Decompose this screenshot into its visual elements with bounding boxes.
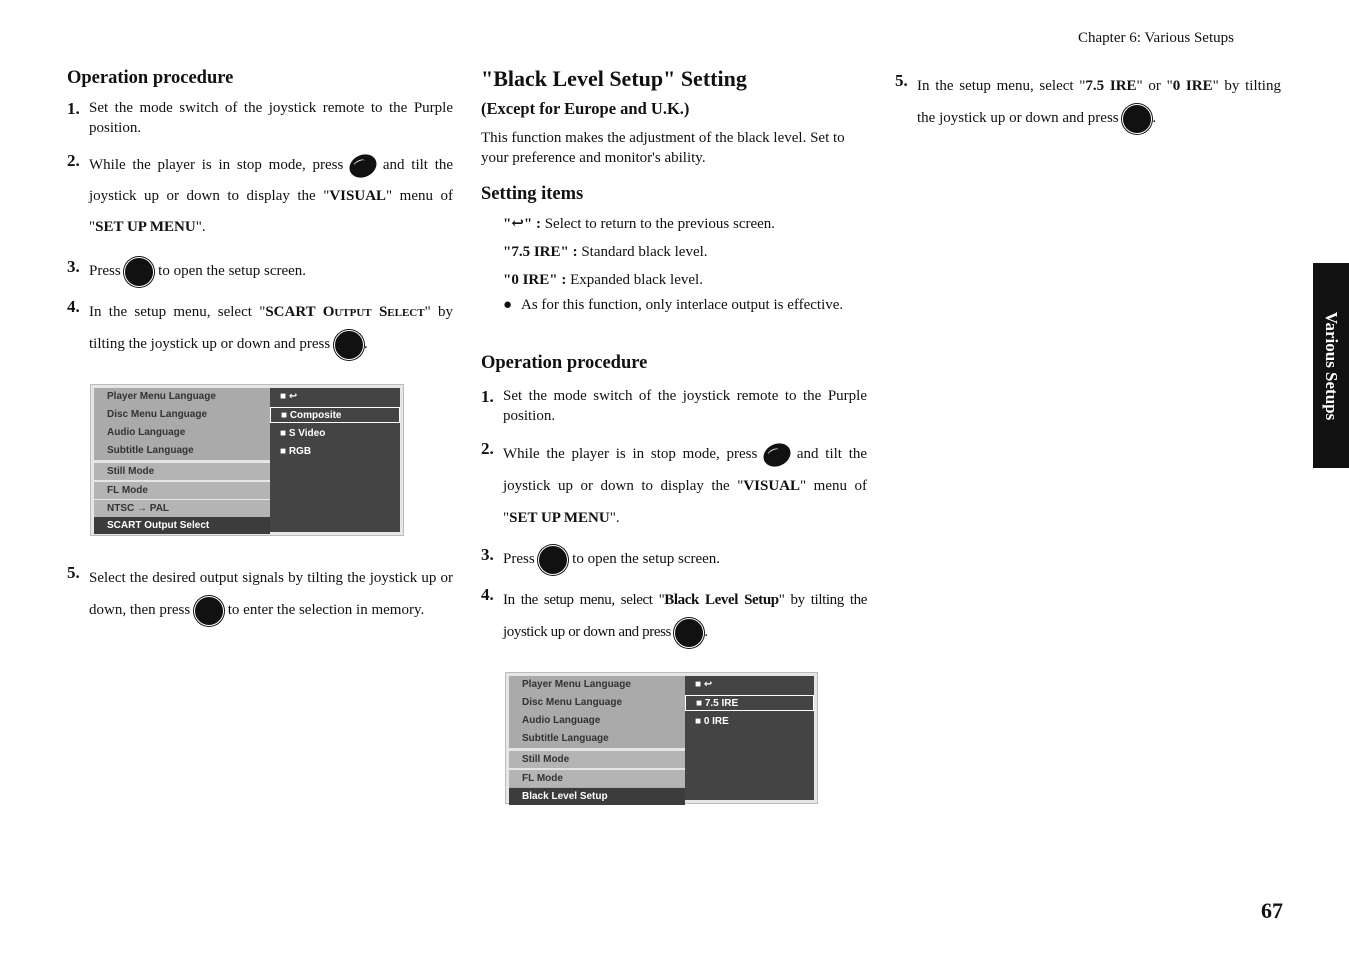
step-text-part: Press bbox=[503, 551, 535, 567]
menu-left-panel bbox=[509, 676, 685, 800]
step-text: Set the mode switch of the joystick remote to the Purple position. bbox=[503, 388, 867, 425]
menu-left-panel bbox=[94, 388, 270, 532]
step-text-part: and tilt the joystick up or down to display the " bbox=[89, 157, 454, 204]
step-text-part: . bbox=[363, 336, 368, 352]
enter-button-icon bbox=[194, 596, 224, 626]
step-text bbox=[503, 438, 867, 534]
menu-item: FL Mode bbox=[94, 482, 270, 499]
setting-item-text: Select to return to the previous screen. bbox=[540, 216, 776, 233]
setting-item-label: "↩" : bbox=[503, 216, 541, 233]
menu-item: Subtitle Language bbox=[107, 445, 194, 456]
step-number: 5. bbox=[67, 563, 80, 582]
step-number: 3. bbox=[67, 257, 80, 276]
step-text-part: In the setup menu, select " bbox=[503, 592, 665, 608]
black-level-menu-screenshot bbox=[505, 672, 818, 804]
step-number: 5. bbox=[895, 71, 908, 90]
step-text bbox=[89, 256, 453, 287]
step-text-part: to open the setup screen. bbox=[572, 551, 721, 567]
black-level-setup-label: Black Level Setup bbox=[664, 592, 779, 608]
step-text: Set the mode switch of the joystick remote to the Purple position. bbox=[89, 100, 453, 137]
scart-output-menu-screenshot bbox=[90, 384, 404, 536]
setting-item-label: "0 IRE" : bbox=[503, 272, 567, 289]
step-text-part: In the setup menu, select " bbox=[917, 78, 1086, 94]
section-heading: Setting items bbox=[481, 184, 584, 205]
step-text bbox=[503, 544, 867, 575]
step-number: 3. bbox=[481, 545, 494, 564]
step-text bbox=[89, 150, 453, 243]
menu-item: Audio Language bbox=[107, 427, 186, 438]
enter-button-icon bbox=[124, 257, 154, 287]
menu-option: ■ ↩ bbox=[695, 679, 713, 690]
section-heading: Operation procedure bbox=[67, 68, 234, 88]
menu-item: Player Menu Language bbox=[107, 391, 216, 402]
page-title: "Black Level Setup" Setting bbox=[481, 66, 747, 91]
section-heading: Operation procedure bbox=[481, 353, 648, 374]
menu-item: FL Mode bbox=[509, 770, 685, 787]
step-text-part: . bbox=[704, 624, 708, 640]
step-text-part: to open the setup screen. bbox=[158, 263, 307, 279]
menu-item: Subtitle Language bbox=[522, 733, 609, 744]
menu-option: ■ S Video bbox=[280, 428, 326, 439]
setting-item-text: Standard black level. bbox=[577, 244, 708, 261]
step-text-part: " by tilting the joystick up or down and press bbox=[89, 304, 454, 352]
setting-item-text: Expanded black level. bbox=[566, 272, 703, 289]
menu-right-panel bbox=[685, 676, 814, 800]
enter-button-icon bbox=[334, 330, 364, 360]
setting-item-label: "7.5 IRE" : bbox=[503, 244, 578, 261]
setup-menu-label: SET UP MENU bbox=[509, 510, 610, 526]
enter-button-icon bbox=[1122, 104, 1152, 134]
intro-text: This function makes the adjustment of the black level. Set to your preference and monitor's ability. bbox=[481, 129, 845, 167]
scart-output-select-label: SCART Output Select bbox=[265, 304, 425, 320]
step-number: 4. bbox=[67, 297, 80, 316]
menu-option: ■ 0 IRE bbox=[695, 716, 729, 727]
step-number: 1. bbox=[481, 387, 494, 406]
step-text-part: While the player is in stop mode, press bbox=[503, 446, 758, 462]
ire-75-label: 7.5 IRE bbox=[1085, 78, 1137, 94]
step-text-part: ". bbox=[609, 510, 620, 526]
step-text-part: " or " bbox=[1136, 78, 1173, 94]
menu-item: NTSC → PAL bbox=[94, 500, 270, 517]
step-text-part: " menu of " bbox=[503, 478, 867, 526]
menu-option-highlighted: ■ 7.5 IRE bbox=[685, 695, 814, 711]
step-text-part: " by tilting the joystick up or down and press bbox=[503, 592, 867, 640]
chapter-header: Chapter 6: Various Setups bbox=[1078, 30, 1234, 46]
note bbox=[503, 295, 867, 339]
menu-item: Disc Menu Language bbox=[522, 697, 623, 708]
step-text-part: Press bbox=[89, 263, 121, 279]
step-number: 4. bbox=[481, 585, 494, 604]
step-number: 1. bbox=[67, 99, 80, 118]
menu-item: Player Menu Language bbox=[522, 679, 631, 690]
step-text bbox=[917, 70, 1281, 134]
step-text bbox=[89, 296, 453, 360]
visual-label: VISUAL bbox=[743, 478, 801, 494]
enter-button-icon bbox=[674, 618, 704, 648]
step-text-part: . bbox=[1152, 110, 1157, 126]
note-text: As for this function, only interlace output is effective. bbox=[521, 297, 844, 314]
step-text-part: " by tilting the joystick up or down and press bbox=[917, 78, 1281, 126]
step-text-part: ". bbox=[195, 219, 206, 235]
menu-item-selected: SCART Output Select bbox=[94, 517, 270, 534]
menu-option-highlighted: ■ Composite bbox=[270, 407, 400, 423]
page-number: 67 bbox=[1261, 898, 1283, 923]
step-text bbox=[503, 584, 867, 648]
menu-button-icon bbox=[347, 151, 379, 180]
menu-item-selected: Black Level Setup bbox=[509, 788, 685, 805]
setting-items bbox=[503, 210, 867, 294]
menu-option: ■ RGB bbox=[280, 446, 312, 457]
bullet-icon: ● bbox=[503, 297, 513, 314]
menu-right-panel bbox=[270, 388, 400, 532]
setup-menu-label: SET UP MENU bbox=[95, 219, 196, 235]
menu-item: Disc Menu Language bbox=[107, 409, 208, 420]
setting-item bbox=[503, 238, 867, 266]
side-chapter-tab-label: Various Setups bbox=[1322, 311, 1341, 420]
menu-item: Audio Language bbox=[522, 715, 601, 726]
step-number: 2. bbox=[481, 439, 494, 458]
step-text-part: " menu of " bbox=[89, 188, 453, 235]
step-text-part: While the player is in stop mode, press bbox=[89, 157, 344, 173]
visual-label: VISUAL bbox=[329, 188, 387, 204]
step-text-part: Select the desired output signals by tilting the joystick up or down, then press bbox=[89, 570, 453, 618]
middle-column bbox=[481, 64, 867, 376]
step-text-part: to enter the selection in memory. bbox=[227, 602, 425, 618]
enter-button-icon bbox=[538, 545, 568, 575]
ire-0-label: 0 IRE bbox=[1172, 78, 1213, 94]
side-chapter-tab bbox=[1313, 263, 1349, 468]
menu-button-icon bbox=[761, 440, 793, 469]
step-text-part: and tilt the joystick up or down to display the " bbox=[503, 446, 868, 494]
setting-item bbox=[503, 266, 867, 294]
setting-item bbox=[503, 210, 867, 238]
step-text bbox=[89, 562, 453, 626]
menu-option: ■ ↩ bbox=[280, 391, 298, 402]
step-number: 2. bbox=[67, 151, 80, 170]
page-subtitle: (Except for Europe and U.K.) bbox=[481, 98, 690, 118]
menu-item: Still Mode bbox=[94, 463, 270, 480]
step-text-part: In the setup menu, select " bbox=[89, 304, 266, 320]
menu-item: Still Mode bbox=[509, 751, 685, 768]
